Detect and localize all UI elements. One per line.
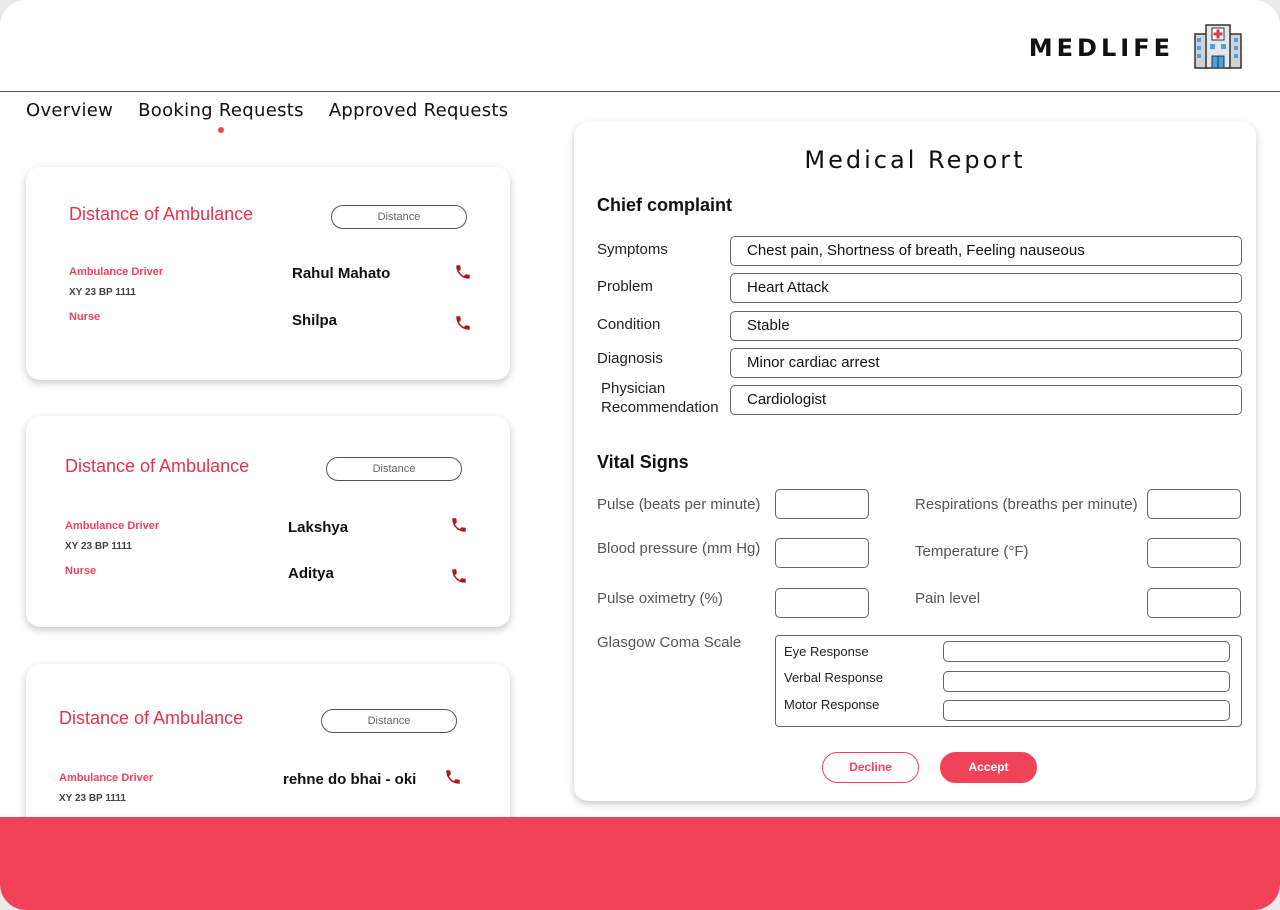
header bbox=[0, 0, 1280, 92]
pulse-input[interactable] bbox=[775, 489, 869, 519]
temperature-label: Temperature (°F) bbox=[915, 543, 1029, 560]
vehicle-plate: XY 23 BP 1111 bbox=[65, 541, 132, 552]
driver-name: Lakshya bbox=[288, 519, 349, 536]
condition-label: Condition bbox=[597, 316, 661, 333]
nurse-role-label: Nurse bbox=[69, 311, 101, 323]
nurse-name: Shilpa bbox=[292, 312, 338, 329]
diagnosis-label: Diagnosis bbox=[597, 350, 663, 367]
phone-icon[interactable] bbox=[444, 768, 462, 786]
physician-recommendation-label bbox=[601, 379, 719, 417]
eye-response-label: Eye Response bbox=[784, 644, 869, 659]
accept-button[interactable]: Accept bbox=[940, 752, 1037, 783]
driver-role-label: Ambulance Driver bbox=[65, 520, 160, 532]
tab-overview[interactable]: Overview bbox=[26, 100, 114, 121]
distance-button[interactable]: Distance bbox=[321, 709, 457, 733]
problem-field[interactable]: Heart Attack bbox=[730, 273, 1242, 303]
medical-report-panel bbox=[574, 122, 1256, 801]
app-logo-text: MEDLIFE bbox=[1028, 34, 1174, 62]
physician-recommendation-label-line1: Physician bbox=[601, 380, 666, 397]
verbal-response-input[interactable] bbox=[943, 671, 1230, 692]
phone-icon[interactable] bbox=[454, 314, 472, 332]
symptoms-label: Symptoms bbox=[597, 241, 668, 258]
physician-recommendation-field[interactable]: Cardiologist bbox=[730, 385, 1242, 415]
pain-level-input[interactable] bbox=[1147, 588, 1241, 618]
chief-complaint-heading: Chief complaint bbox=[597, 195, 733, 215]
footer-bar bbox=[0, 817, 1280, 910]
vital-signs-heading: Vital Signs bbox=[597, 452, 689, 472]
decline-button[interactable]: Decline bbox=[822, 752, 919, 783]
vehicle-plate: XY 23 BP 1111 bbox=[59, 793, 126, 804]
verbal-response-label: Verbal Response bbox=[784, 670, 884, 685]
glasgow-label: Glasgow Coma Scale bbox=[597, 634, 742, 651]
motor-response-input[interactable] bbox=[943, 700, 1230, 721]
physician-recommendation-label-line2: Recommendation bbox=[601, 399, 719, 416]
driver-role-label: Ambulance Driver bbox=[69, 266, 164, 278]
report-title: Medical Report bbox=[804, 146, 1026, 174]
blood-pressure-input[interactable] bbox=[775, 538, 869, 568]
phone-icon[interactable] bbox=[450, 516, 468, 534]
card-title: Distance of Ambulance bbox=[65, 456, 250, 476]
symptoms-field[interactable]: Chest pain, Shortness of breath, Feeling nauseous bbox=[730, 236, 1242, 266]
card-title: Distance of Ambulance bbox=[59, 708, 244, 728]
booking-card[interactable] bbox=[26, 416, 510, 627]
tab-bar bbox=[26, 100, 508, 121]
problem-label: Problem bbox=[597, 278, 653, 295]
phone-icon[interactable] bbox=[450, 567, 468, 585]
driver-role-label: Ambulance Driver bbox=[59, 772, 154, 784]
blood-pressure-label: Blood pressure (mm Hg) bbox=[597, 540, 761, 557]
card-title: Distance of Ambulance bbox=[69, 204, 254, 224]
driver-name: Rahul Mahato bbox=[292, 265, 391, 282]
diagnosis-field[interactable]: Minor cardiac arrest bbox=[730, 348, 1242, 378]
vehicle-plate: XY 23 BP 1111 bbox=[69, 287, 136, 298]
respirations-label: Respirations (breaths per minute) bbox=[915, 496, 1138, 513]
glasgow-coma-scale-box bbox=[775, 635, 1242, 727]
eye-response-input[interactable] bbox=[943, 641, 1230, 662]
driver-name: rehne do bhai - oki bbox=[283, 771, 417, 788]
booking-card[interactable] bbox=[26, 167, 510, 380]
tab-booking-requests[interactable]: Booking Requests bbox=[138, 100, 304, 121]
tab-approved-requests[interactable]: Approved Requests bbox=[328, 100, 509, 121]
condition-field[interactable]: Stable bbox=[730, 311, 1242, 341]
distance-button[interactable]: Distance bbox=[331, 205, 467, 229]
pulse-label: Pulse (beats per minute) bbox=[597, 496, 761, 513]
phone-icon[interactable] bbox=[454, 263, 472, 281]
respirations-input[interactable] bbox=[1147, 489, 1241, 519]
motor-response-label: Motor Response bbox=[784, 697, 880, 712]
temperature-input[interactable] bbox=[1147, 538, 1241, 568]
distance-button[interactable]: Distance bbox=[326, 457, 462, 481]
hospital-icon bbox=[1192, 22, 1244, 70]
nurse-role-label: Nurse bbox=[65, 565, 97, 577]
pulse-oximetry-input[interactable] bbox=[775, 588, 869, 618]
pain-level-label: Pain level bbox=[915, 590, 981, 607]
nurse-name: Aditya bbox=[288, 565, 334, 582]
pulse-oximetry-label: Pulse oximetry (%) bbox=[597, 590, 723, 607]
